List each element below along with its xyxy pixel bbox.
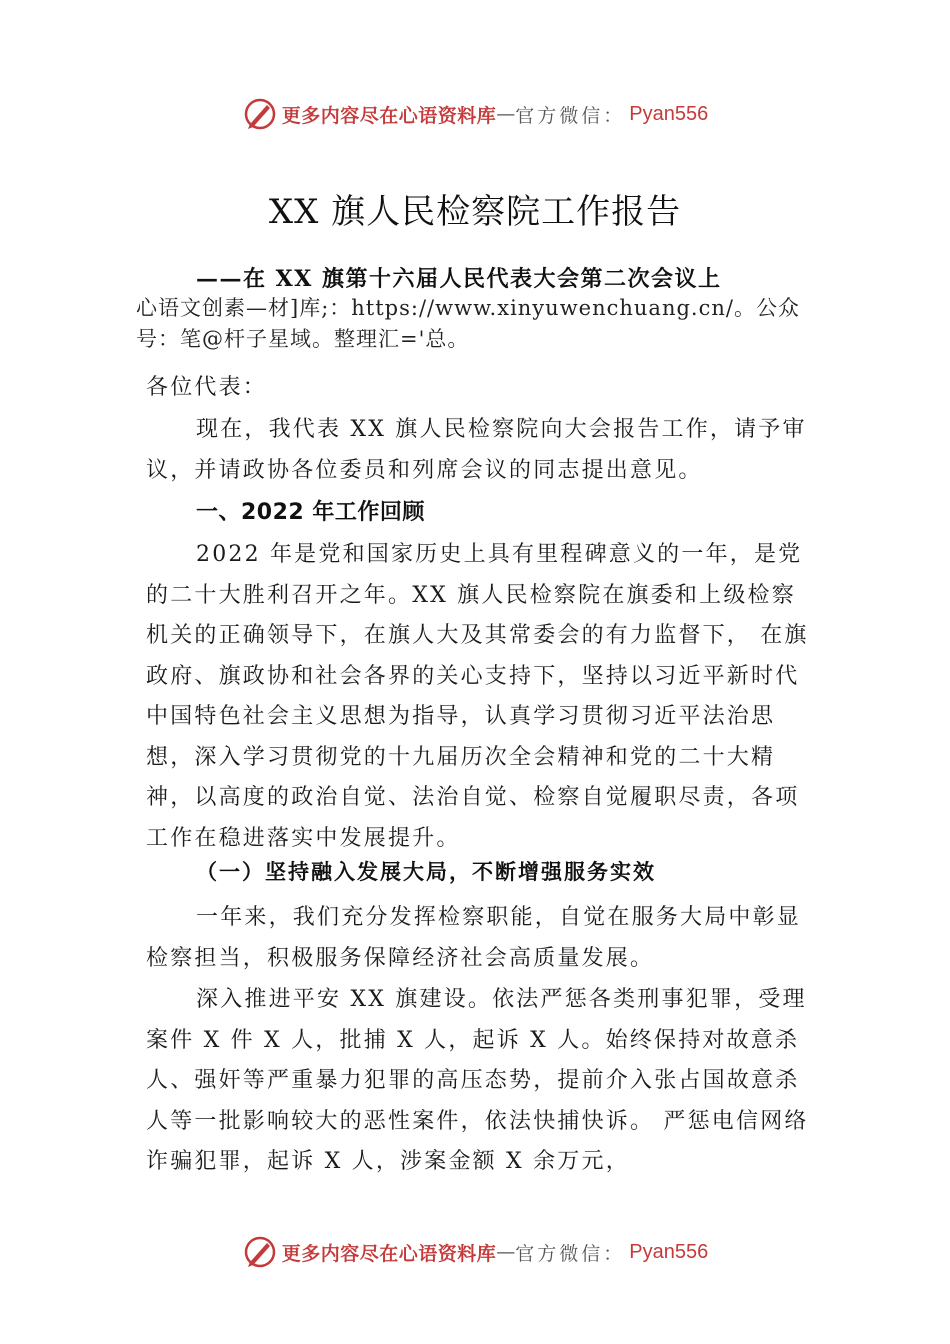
- document-subtitle: ——在 XX 旗第十六届人民代表大会第二次会议上: [196, 266, 722, 292]
- brush-logo-icon: [242, 1234, 278, 1270]
- banner-wechat-label: 官方微信：: [515, 1242, 626, 1265]
- banner-dash: —: [496, 103, 516, 125]
- subsection-heading-1: （一）坚持融入发展大局，不断增强服务实效: [196, 859, 656, 884]
- banner-wechat-id: Pyan556: [629, 102, 709, 125]
- banner-dash: —: [496, 1241, 516, 1263]
- banner-brand-text: 更多内容尽在心语资料库: [281, 104, 497, 127]
- greeting: 各位代表：: [146, 375, 268, 400]
- banner-wechat-label: 官方微信：: [515, 104, 626, 127]
- paragraph-intro: 现在，我代表 XX 旗人民检察院向大会报告工作，请予审议，并请政协各位委员和列席会议的同志提出意见。: [146, 417, 807, 483]
- paragraph-safety: 深入推进平安 XX 旗建设。依法严惩各类刑事犯罪，受理案件 X 件 X 人，批捕 X 人，起诉 X 人。始终保持对故意杀人、强奸等严重暴力犯罪的高压态势，提前介入张占国故意杀人等一批影响较大的恶性案件，依法快捕快诉。 严惩电信网络诈骗犯罪，起诉 X 人，涉案金额 X 余万元，: [146, 987, 809, 1174]
- banner-brand-text: 更多内容尽在心语资料库: [281, 1242, 497, 1265]
- footer-watermark-banner: [0, 1232, 950, 1272]
- source-note: 心语文创素—材]库;：https://www.xinyuwenchuang.cn/。公众号：笔@杆子星域。整理汇='总。: [136, 296, 800, 351]
- paragraph-service: 一年来，我们充分发挥检察职能，自觉在服务大局中彰显检察担当，积极服务保障经济社会高质量发展。: [146, 905, 802, 971]
- document-title: XX 旗人民检察院工作报告: [268, 192, 682, 232]
- paragraph-review: 2022 年是党和国家历史上具有里程碑意义的一年，是党的二十大胜利召开之年。XX 旗人民检察院在旗委和上级检察机关的正确领导下，在旗人大及其常委会的有力监督下， 在旗政府、旗政协和社会各界的关心支持下，坚持以习近平新时代中国特色社会主义思想为指导，认真学习贯彻习近平法治思想，深入学习贯彻党的十九届历次全会精神和党的二十大精神，以高度的政治自觉、法治自觉、检察自觉履职尽责，各项工作在稳进落实中发展提升。: [146, 542, 809, 851]
- header-watermark-banner: [0, 94, 950, 134]
- brush-logo-icon: [242, 96, 278, 132]
- banner-wechat-id: Pyan556: [629, 1240, 709, 1263]
- section-heading-1: 一、2022 年工作回顾: [196, 500, 425, 525]
